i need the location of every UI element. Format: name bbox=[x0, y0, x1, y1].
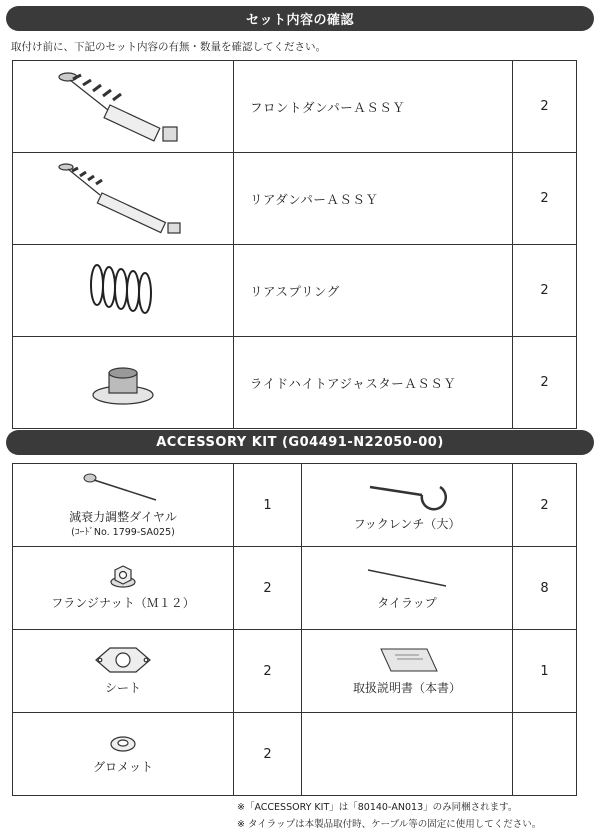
item-qty: 8 bbox=[513, 547, 577, 630]
item-qty: 1 bbox=[513, 630, 577, 713]
accessory-cell bbox=[13, 630, 234, 713]
note-1: ※「ACCESSORY KIT」は「80140-AN013」のみ同梱されます。 bbox=[237, 802, 518, 813]
item-qty: 2 bbox=[513, 245, 577, 337]
table-row bbox=[13, 61, 577, 153]
flange-nut-icon bbox=[108, 564, 138, 590]
item-name: ライドハイトアジャスターＡＳＳＹ bbox=[234, 337, 513, 429]
cable-tie-icon bbox=[362, 564, 452, 590]
accessory-kit-header bbox=[6, 430, 594, 455]
item-qty: 2 bbox=[234, 630, 302, 713]
grommet-icon bbox=[103, 732, 143, 754]
item-name: フランジナット（Ｍ１２） bbox=[51, 596, 195, 610]
accessory-kit-table bbox=[12, 463, 577, 796]
accessory-cell bbox=[302, 547, 513, 630]
item-code: (ｺｰﾄﾞNo. 1799-SA025) bbox=[71, 526, 175, 538]
note-2: ※ タイラップは本製品取付時、ケーブル等の固定に使用してください。 bbox=[237, 819, 542, 830]
rear-damper-image bbox=[13, 153, 234, 245]
item-name: リアダンパーＡＳＳＹ bbox=[234, 153, 513, 245]
accessory-cell bbox=[13, 713, 234, 796]
item-name: タイラップ bbox=[377, 596, 437, 610]
empty-cell bbox=[513, 713, 577, 796]
empty-cell bbox=[302, 713, 513, 796]
item-qty: 1 bbox=[234, 464, 302, 547]
set-contents-table bbox=[12, 60, 577, 429]
item-qty: 2 bbox=[513, 337, 577, 429]
item-qty: 2 bbox=[513, 464, 577, 547]
table-row bbox=[13, 630, 577, 713]
item-name: シート bbox=[104, 681, 141, 695]
seat-icon bbox=[88, 645, 158, 675]
item-name: フックレンチ（大） bbox=[353, 517, 461, 531]
rear-spring-image bbox=[13, 245, 234, 337]
accessory-cell bbox=[302, 630, 513, 713]
intro-text: 取付け前に、下記のセット内容の有無・数量を確認してください。 bbox=[11, 41, 326, 53]
table-row bbox=[13, 245, 577, 337]
front-damper-image bbox=[13, 61, 234, 153]
item-qty: 2 bbox=[513, 61, 577, 153]
damping-dial-icon bbox=[78, 470, 168, 504]
hook-wrench-icon bbox=[362, 477, 452, 511]
table-row bbox=[13, 464, 577, 547]
item-qty: 2 bbox=[234, 713, 302, 796]
accessory-cell bbox=[13, 464, 234, 547]
item-name: 減衰力調整ダイヤル bbox=[69, 509, 177, 524]
item-qty: 2 bbox=[234, 547, 302, 630]
table-row bbox=[13, 153, 577, 245]
table-row bbox=[13, 547, 577, 630]
item-name: グロメット bbox=[92, 760, 153, 774]
item-qty: 2 bbox=[513, 153, 577, 245]
manual-icon bbox=[367, 645, 447, 675]
table-row bbox=[13, 337, 577, 429]
item-name: リアスプリング bbox=[234, 245, 513, 337]
item-name: 取扱説明書（本書） bbox=[352, 681, 461, 695]
table-row bbox=[13, 713, 577, 796]
accessory-kit-title: ACCESSORY KIT (G04491-N22050-00) bbox=[156, 435, 444, 450]
item-name: フロントダンパーＡＳＳＹ bbox=[234, 61, 513, 153]
ride-height-adjuster-image bbox=[13, 337, 234, 429]
accessory-cell bbox=[13, 547, 234, 630]
set-contents-title: セット内容の確認 bbox=[245, 13, 354, 28]
accessory-cell bbox=[302, 464, 513, 547]
set-contents-header bbox=[6, 6, 594, 31]
